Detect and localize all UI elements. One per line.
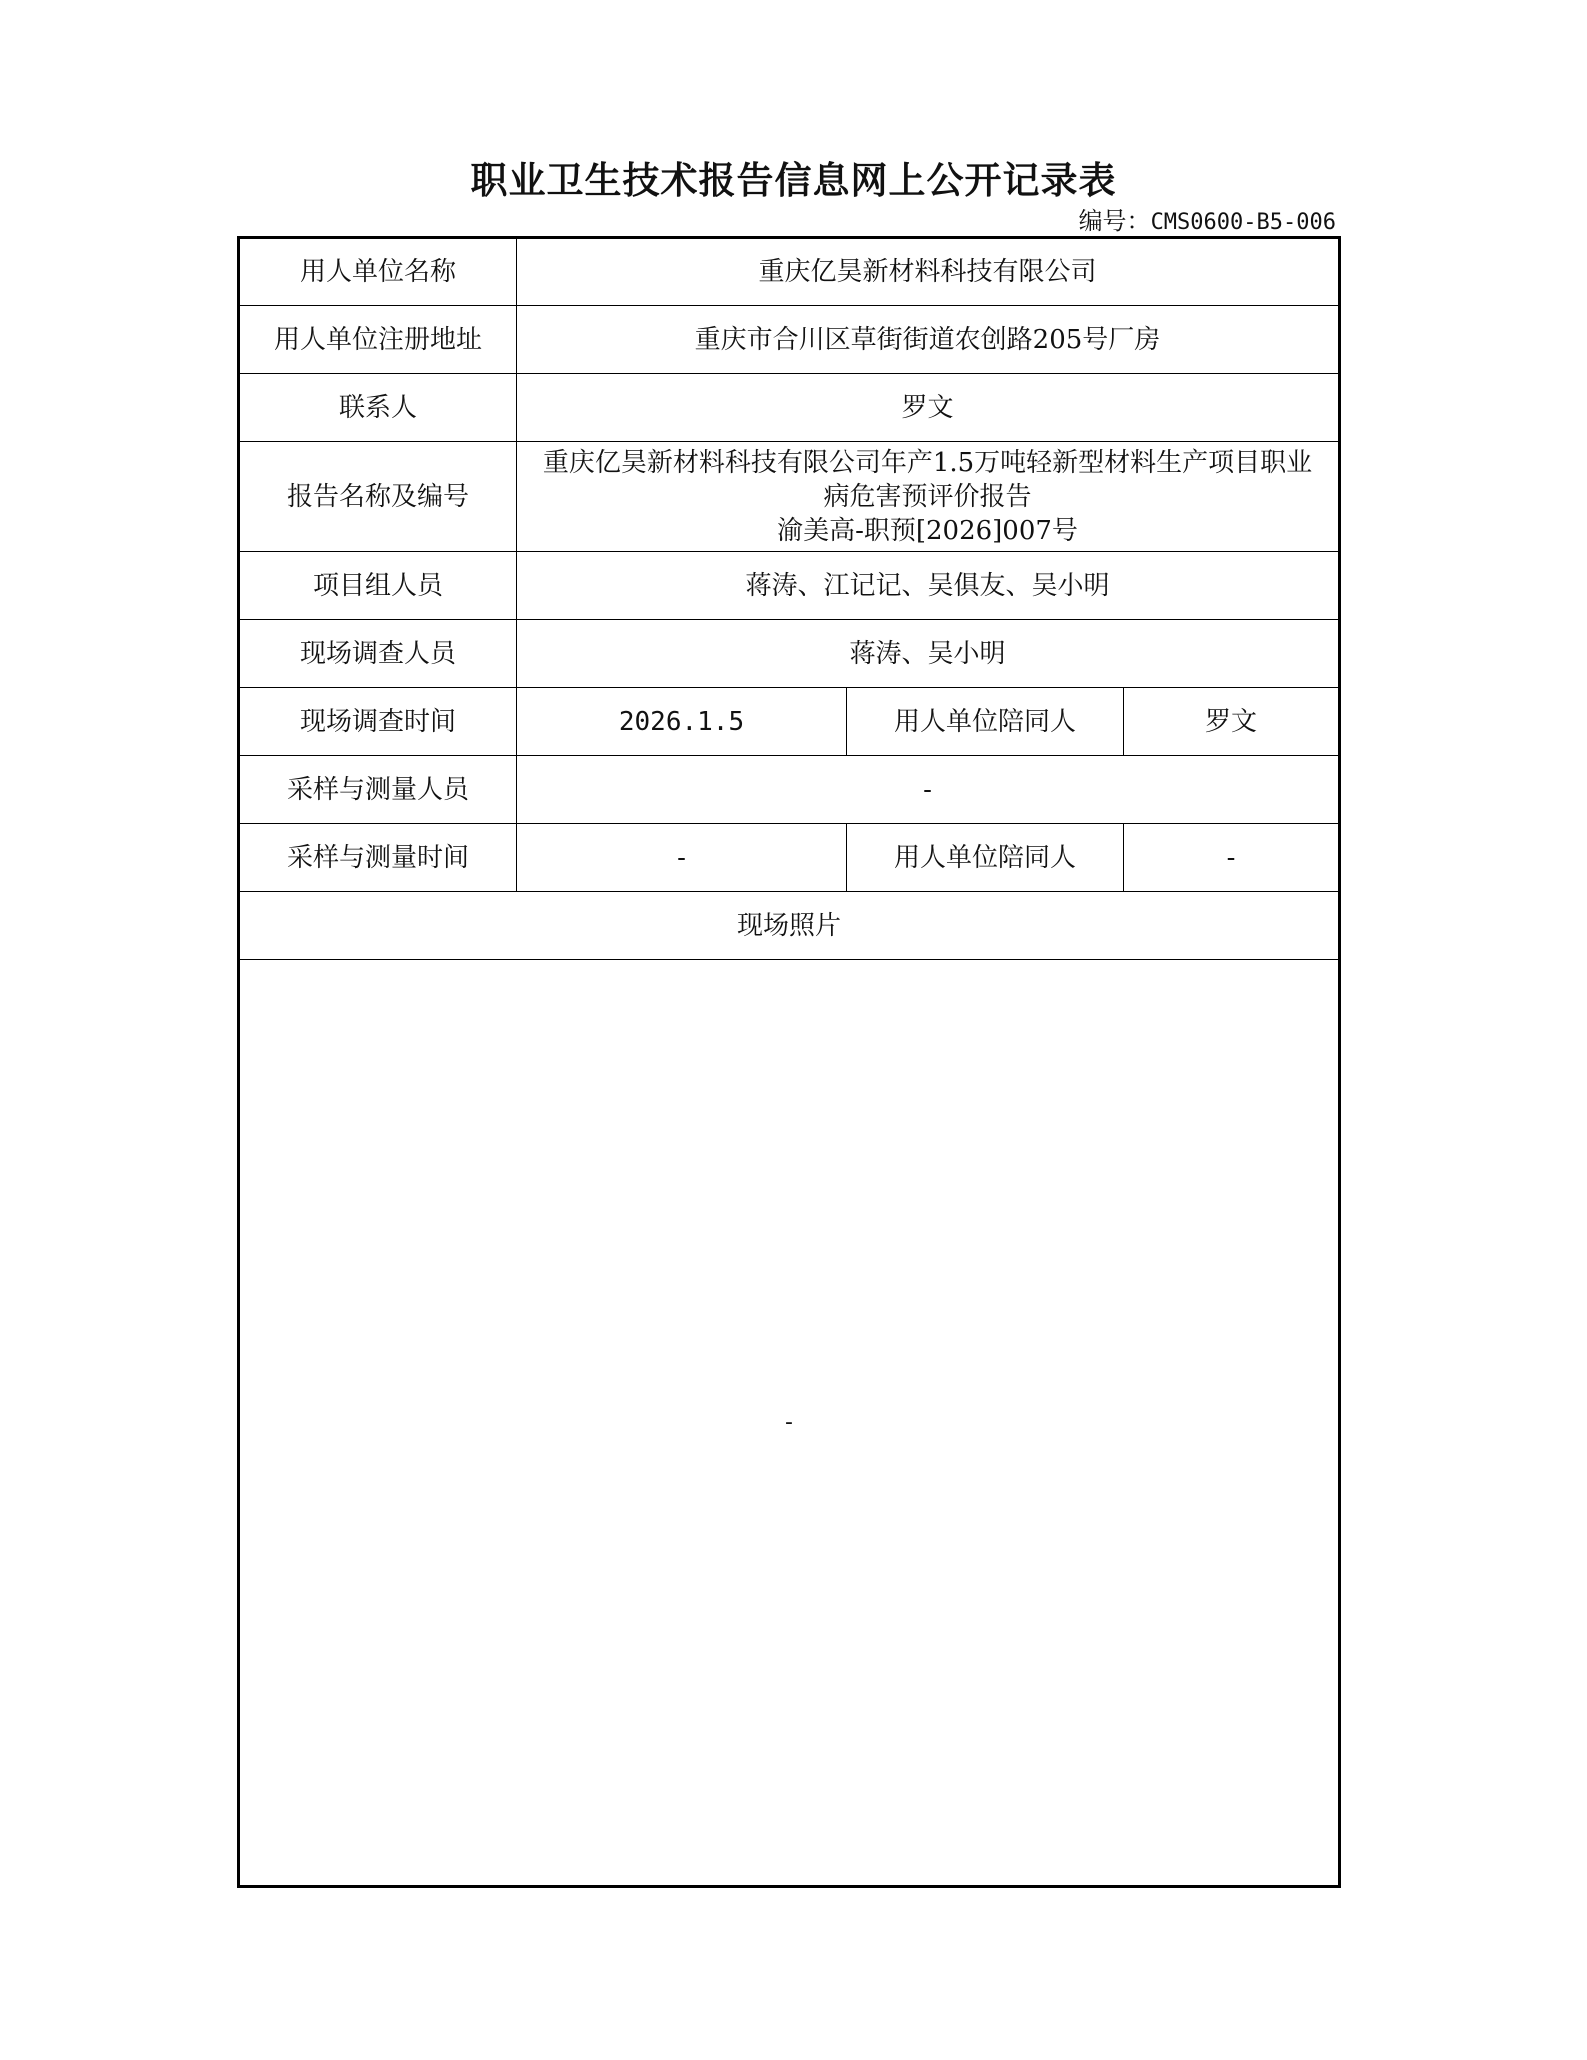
survey-companion-label: 用人单位陪同人 bbox=[847, 688, 1124, 756]
row-employer-name bbox=[239, 238, 1340, 306]
row-sampling-staff bbox=[239, 756, 1340, 824]
row-contact bbox=[239, 374, 1340, 442]
sampling-staff-label: 采样与测量人员 bbox=[239, 756, 517, 824]
document-code-value: CMS0600-B5-006 bbox=[1150, 210, 1336, 235]
row-project-team bbox=[239, 552, 1340, 620]
survey-companion-value: 罗文 bbox=[1124, 688, 1340, 756]
contact-label: 联系人 bbox=[239, 374, 517, 442]
contact-value: 罗文 bbox=[517, 374, 1340, 442]
project-team-label: 项目组人员 bbox=[239, 552, 517, 620]
row-report bbox=[239, 442, 1340, 552]
row-survey-time bbox=[239, 688, 1340, 756]
row-photos-content bbox=[239, 960, 1340, 1887]
survey-time-value: 2026.1.5 bbox=[517, 688, 847, 756]
report-label: 报告名称及编号 bbox=[239, 442, 517, 552]
photos-content: - bbox=[785, 1409, 793, 1435]
employer-name-label: 用人单位名称 bbox=[239, 238, 517, 306]
row-photos-header bbox=[239, 892, 1340, 960]
record-table bbox=[237, 236, 1341, 1888]
survey-staff-label: 现场调查人员 bbox=[239, 620, 517, 688]
report-value bbox=[517, 442, 1340, 552]
sampling-companion-value: - bbox=[1124, 824, 1340, 892]
photos-label: 现场照片 bbox=[239, 892, 1340, 960]
report-number: 渝美高-职预[2026]007号 bbox=[777, 515, 1078, 546]
photos-area bbox=[240, 960, 1338, 1885]
survey-time-label: 现场调查时间 bbox=[239, 688, 517, 756]
photos-cell bbox=[239, 960, 1340, 1887]
survey-staff-value: 蒋涛、吴小明 bbox=[517, 620, 1340, 688]
row-survey-staff bbox=[239, 620, 1340, 688]
row-employer-address bbox=[239, 306, 1340, 374]
sampling-staff-value: - bbox=[517, 756, 1340, 824]
employer-address-label: 用人单位注册地址 bbox=[239, 306, 517, 374]
document-code bbox=[1079, 201, 1336, 236]
sampling-companion-label: 用人单位陪同人 bbox=[847, 824, 1124, 892]
page-title: 职业卫生技术报告信息网上公开记录表 bbox=[470, 158, 1117, 202]
employer-name-value: 重庆亿昊新材料科技有限公司 bbox=[517, 238, 1340, 306]
report-name-line1: 重庆亿昊新材料科技有限公司年产1.5万吨轻新型材料生产项目职业 bbox=[542, 447, 1313, 478]
sampling-time-label: 采样与测量时间 bbox=[239, 824, 517, 892]
document-code-label: 编号： bbox=[1078, 207, 1151, 235]
project-team-value: 蒋涛、江记记、吴俱友、吴小明 bbox=[517, 552, 1340, 620]
employer-address-value: 重庆市合川区草街街道农创路205号厂房 bbox=[517, 306, 1340, 374]
row-sampling-time bbox=[239, 824, 1340, 892]
report-name-line2: 病危害预评价报告 bbox=[823, 481, 1032, 512]
sampling-time-value: - bbox=[517, 824, 847, 892]
